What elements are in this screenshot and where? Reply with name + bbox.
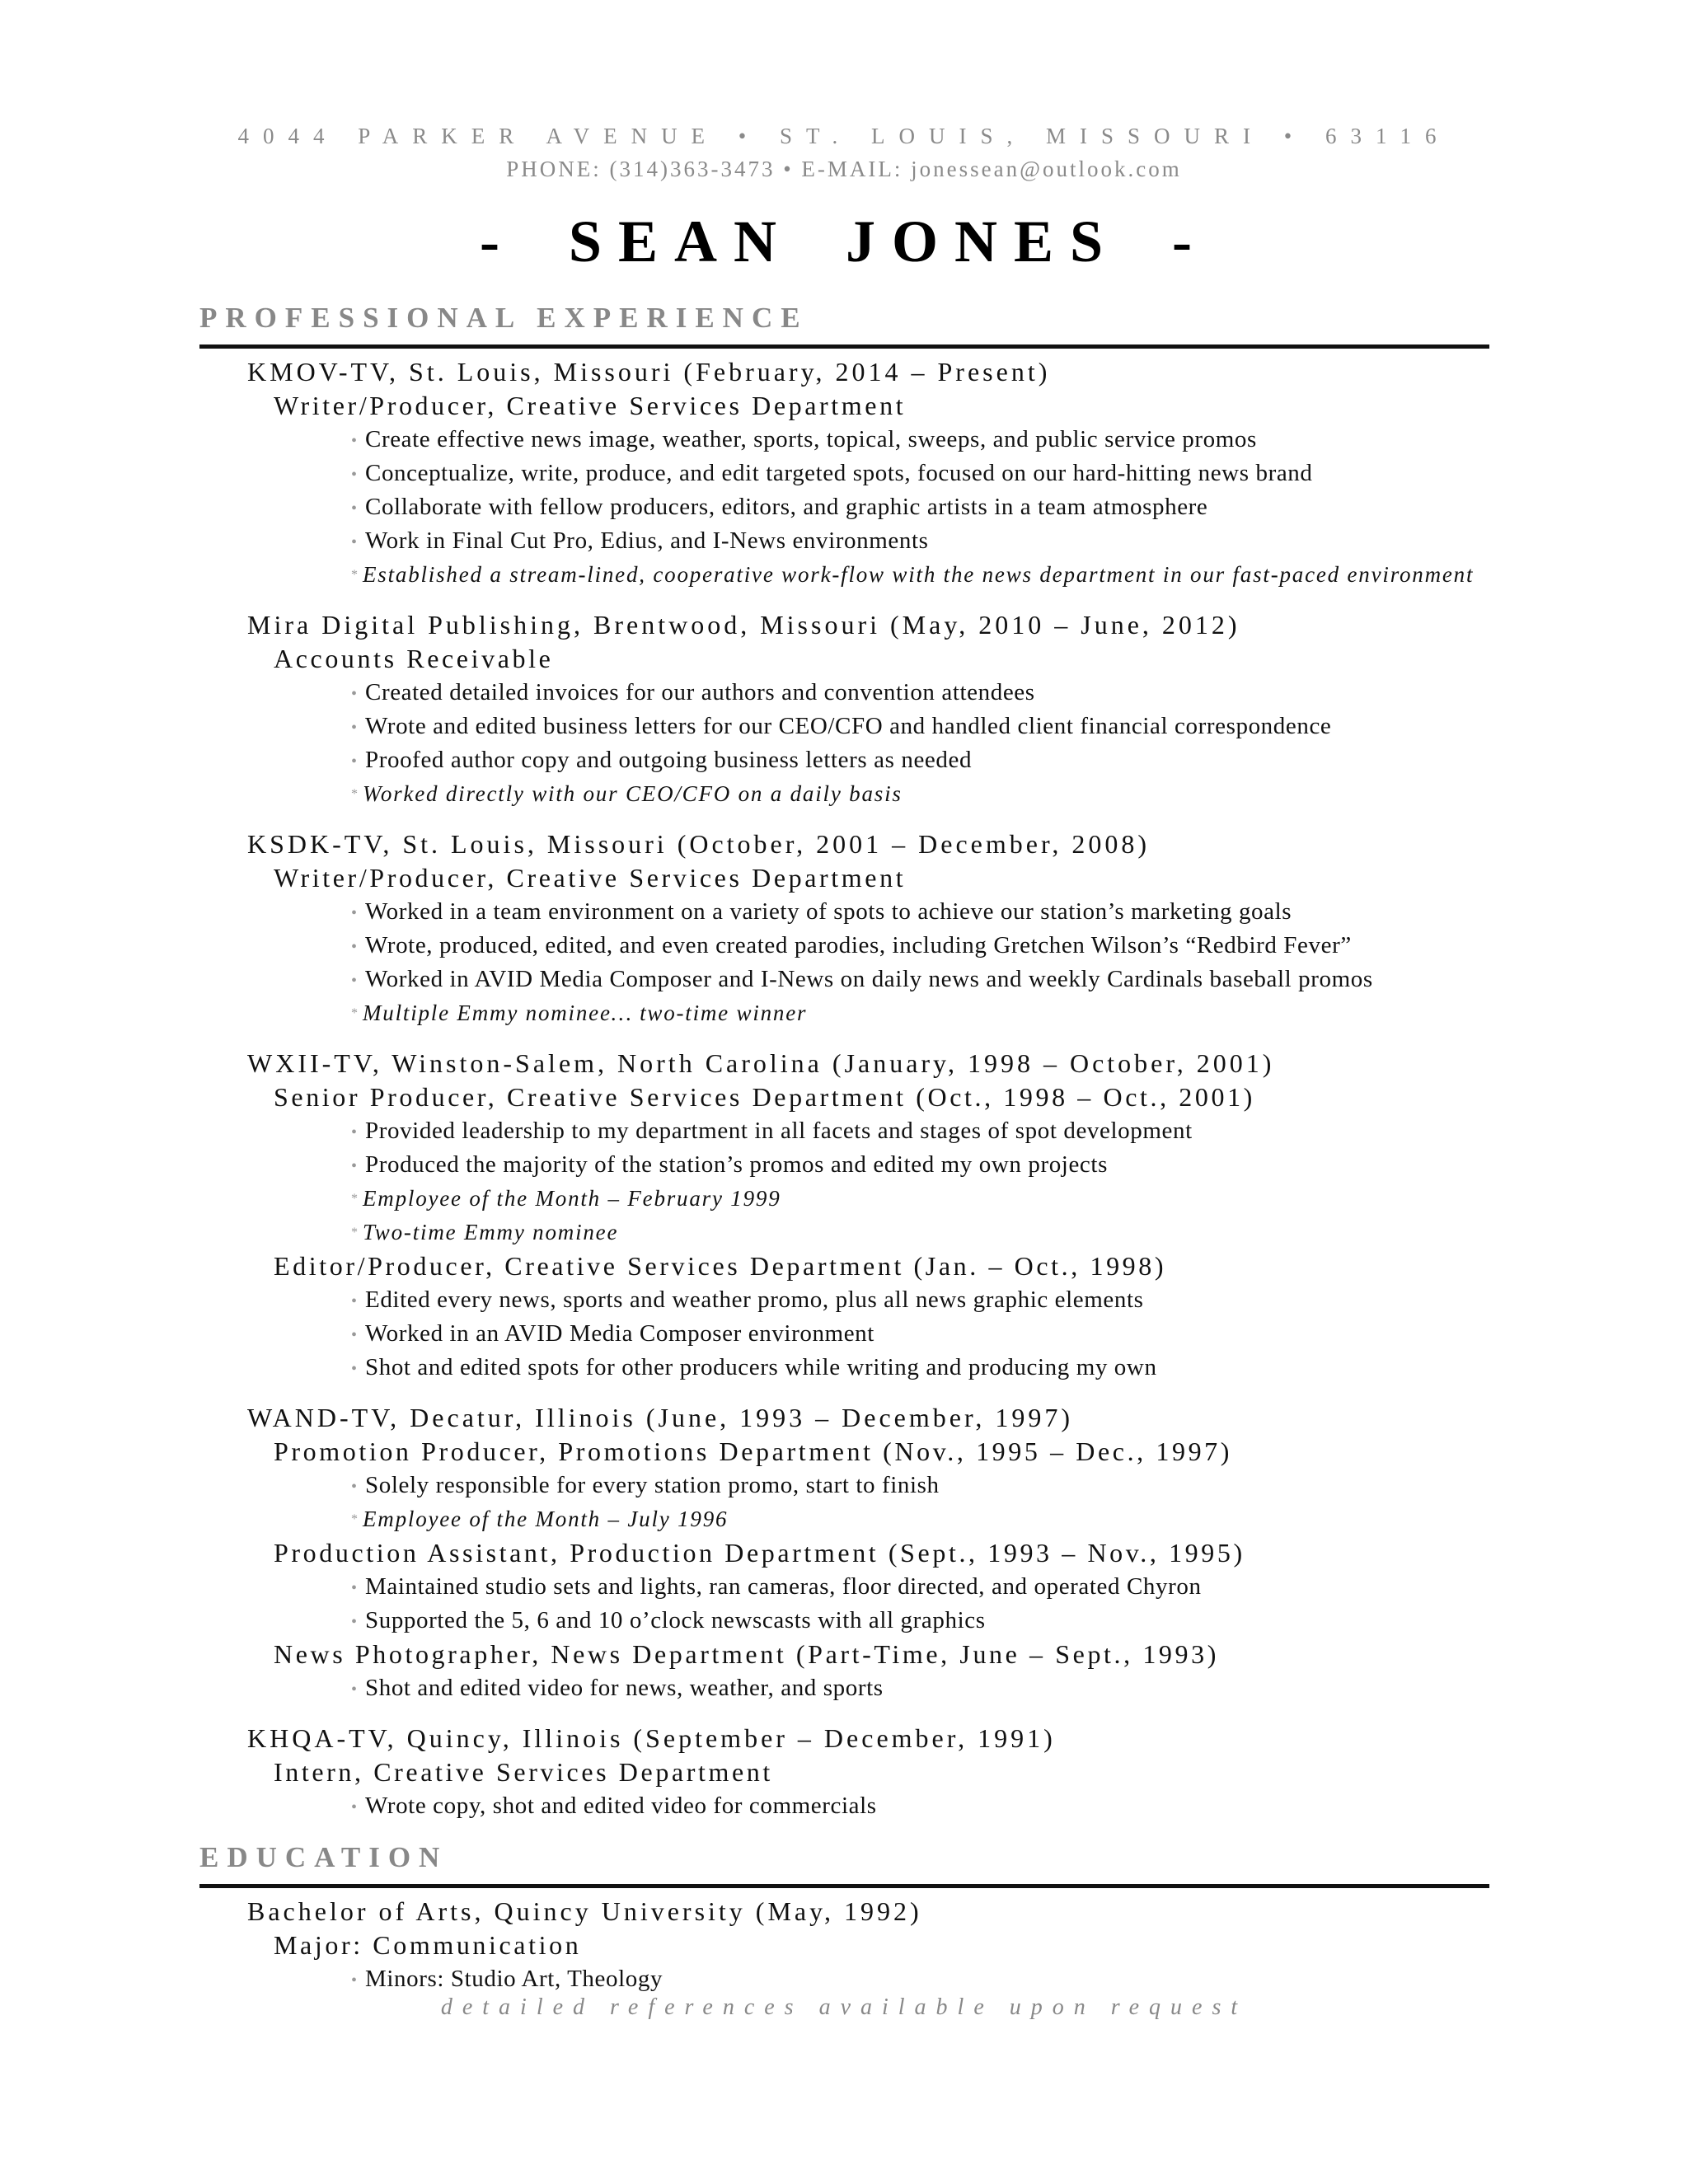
item-text: Edited every news, sports and weather promo, plus all news graphic elements [365,1286,1144,1313]
bullet-item [351,743,1688,777]
item-text: Shot and edited video for news, weather, and sports [365,1675,884,1701]
employer-entry [0,1401,1688,1705]
employer-entry [0,827,1688,1030]
bullet-icon: • [351,1325,358,1344]
section-heading-experience: PROFESSIONAL EXPERIENCE [199,302,809,334]
item-text: Provided leadership to my department in all facets and stages of spot development [365,1118,1193,1144]
highlight-item [351,1502,1688,1536]
bullet-item [351,1962,1688,1996]
bullet-item [351,676,1688,710]
item-text: Employee of the Month – July 1996 [363,1507,729,1531]
role-title: Writer/Producer, Creative Services Department [274,391,907,420]
resume-body [0,355,1688,1996]
highlight-item [351,558,1688,592]
item-text: Minors: Studio Art, Theology [365,1966,663,1992]
item-text: Employee of the Month – February 1999 [363,1186,781,1211]
bullet-item [351,895,1688,929]
bullet-item [351,490,1688,524]
bullet-icon: • [351,971,358,990]
bullet-item [351,1148,1688,1182]
item-text: Worked in an AVID Media Composer environment [365,1320,874,1347]
employer-line: Mira Digital Publishing, Brentwood, Missouri (May, 2010 – June, 2012) [247,610,1240,640]
item-text: Wrote, produced, edited, and even created parodies, including Gretchen Wilson’s “Redbird Fever” [365,932,1352,958]
item-text: Created detailed invoices for our authors and convention attendees [365,679,1035,705]
section-divider [199,344,1489,349]
asterisk-icon: * [351,1192,359,1206]
role-title: Senior Producer, Creative Services Department (Oct., 1998 – Oct., 2001) [274,1082,1255,1112]
item-text: Create effective news image, weather, sports, topical, sweeps, and public service promos [365,426,1257,452]
role-title: Intern, Creative Services Department [274,1757,773,1787]
bullet-icon: • [351,718,358,737]
bullet-icon: • [351,1359,358,1378]
role-title: Promotion Producer, Promotions Department (Nov., 1995 – Dec., 1997) [274,1436,1233,1466]
bullet-icon: • [351,1156,358,1175]
employer-line: KHQA-TV, Quincy, Illinois (September – December, 1991) [247,1723,1056,1753]
candidate-name: - SEAN JONES - [479,209,1209,274]
highlight-item [351,1182,1688,1216]
employer-line: WXII-TV, Winston-Salem, North Carolina (January, 1998 – October, 2001) [247,1048,1275,1078]
item-text: Maintained studio sets and lights, ran cameras, floor directed, and operated Chyron [365,1573,1202,1600]
item-text: Work in Final Cut Pro, Edius, and I-News environments [365,527,929,554]
item-text: Proofed author copy and outgoing business letters as needed [365,747,973,773]
item-text: Collaborate with fellow producers, editors, and graphic artists in a team atmosphere [365,494,1208,520]
item-text: Produced the majority of the station’s promos and edited my own projects [365,1151,1108,1178]
highlight-item [351,777,1688,811]
contact-line: PHONE: (314)363-3473 • E-MAIL: jonessean@outlook.com [506,157,1182,181]
asterisk-icon: * [351,568,359,582]
bullet-icon: • [351,1612,358,1631]
bullet-item [351,963,1688,996]
bullet-item [351,1114,1688,1148]
bullet-icon: • [351,1477,358,1496]
bullet-item [351,1671,1688,1705]
item-text: Solely responsible for every station promo, start to finish [365,1472,940,1498]
degree-line: Bachelor of Arts, Quincy University (May, 1992) [247,1896,922,1926]
bullet-item [351,1283,1688,1317]
bullet-icon: • [351,1578,358,1597]
major-line: Major: Communication [274,1930,582,1960]
item-text: Wrote and edited business letters for our CEO/CFO and handled client financial correspondence [365,713,1332,739]
bullet-item [351,1789,1688,1823]
education-items [0,1962,1688,1996]
bullet-icon: • [351,1797,358,1816]
role-title: News Photographer, News Department (Part-Time, June – Sept., 1993) [274,1639,1219,1669]
bullet-item [351,457,1688,490]
item-text: Supported the 5, 6 and 10 o’clock newscasts with all graphics [365,1607,986,1633]
employer-line: KSDK-TV, St. Louis, Missouri (October, 2001 – December, 2008) [247,829,1150,859]
bullet-icon: • [351,532,358,551]
section-heading-education: EDUCATION [199,1841,448,1873]
highlight-item [351,996,1688,1030]
item-text: Wrote copy, shot and edited video for commercials [365,1793,877,1819]
item-text: Worked in AVID Media Composer and I-News on daily news and weekly Cardinals baseball promos [365,966,1373,992]
role-title: Writer/Producer, Creative Services Department [274,863,907,893]
address-line: 4044 PARKER AVENUE • ST. LOUIS, MISSOURI • 63116 [237,124,1451,148]
references-note: detailed references available upon request [440,1994,1248,2020]
bullet-icon: • [351,684,358,703]
asterisk-icon: * [351,1226,359,1240]
bullet-item [351,1351,1688,1385]
item-text: Established a stream-lined, cooperative work-flow with the news department in our fast-paced environment [363,562,1475,587]
item-text: Shot and edited spots for other producers while writing and producing my own [365,1354,1157,1380]
employer-entry [0,1722,1688,1823]
bullet-icon: • [351,1291,358,1310]
highlight-item [351,1216,1688,1249]
bullet-icon: • [351,499,358,518]
section-divider [199,1884,1489,1888]
item-text: Two-time Emmy nominee [363,1220,619,1244]
item-text: Conceptualize, write, produce, and edit targeted spots, focused on our hard-hitting news brand [365,460,1313,486]
bullet-item [351,1469,1688,1502]
role-title: Production Assistant, Production Department (Sept., 1993 – Nov., 1995) [274,1538,1245,1568]
education-section [0,1835,1688,1996]
employer-entry [0,608,1688,811]
bullet-icon: • [351,752,358,771]
bullet-icon: • [351,1971,358,1990]
item-text: Worked in a team environment on a variety of spots to achieve our station’s marketing goals [365,898,1292,925]
item-text: Worked directly with our CEO/CFO on a daily basis [363,781,903,806]
bullet-item [351,1570,1688,1604]
bullet-item [351,710,1688,743]
bullet-icon: • [351,1122,358,1141]
bullet-icon: • [351,431,358,450]
employer-line: WAND-TV, Decatur, Illinois (June, 1993 – December, 1997) [247,1403,1073,1432]
employer-line: KMOV-TV, St. Louis, Missouri (February, 2014 – Present) [247,357,1051,387]
bullet-item [351,524,1688,558]
employer-entry [0,355,1688,592]
bullet-icon: • [351,1680,358,1699]
asterisk-icon: * [351,1512,359,1526]
bullet-item [351,423,1688,457]
asterisk-icon: * [351,787,359,801]
item-text: Multiple Emmy nominee… two-time winner [363,1001,808,1025]
bullet-item [351,1317,1688,1351]
bullet-icon: • [351,937,358,956]
experience-list [0,355,1688,1823]
bullet-icon: • [351,465,358,484]
bullet-item [351,929,1688,963]
role-title: Editor/Producer, Creative Services Department (Jan. – Oct., 1998) [274,1251,1167,1281]
bullet-item [351,1604,1688,1638]
employer-entry [0,1047,1688,1385]
asterisk-icon: * [351,1006,359,1020]
bullet-icon: • [351,903,358,922]
role-title: Accounts Receivable [274,644,554,673]
